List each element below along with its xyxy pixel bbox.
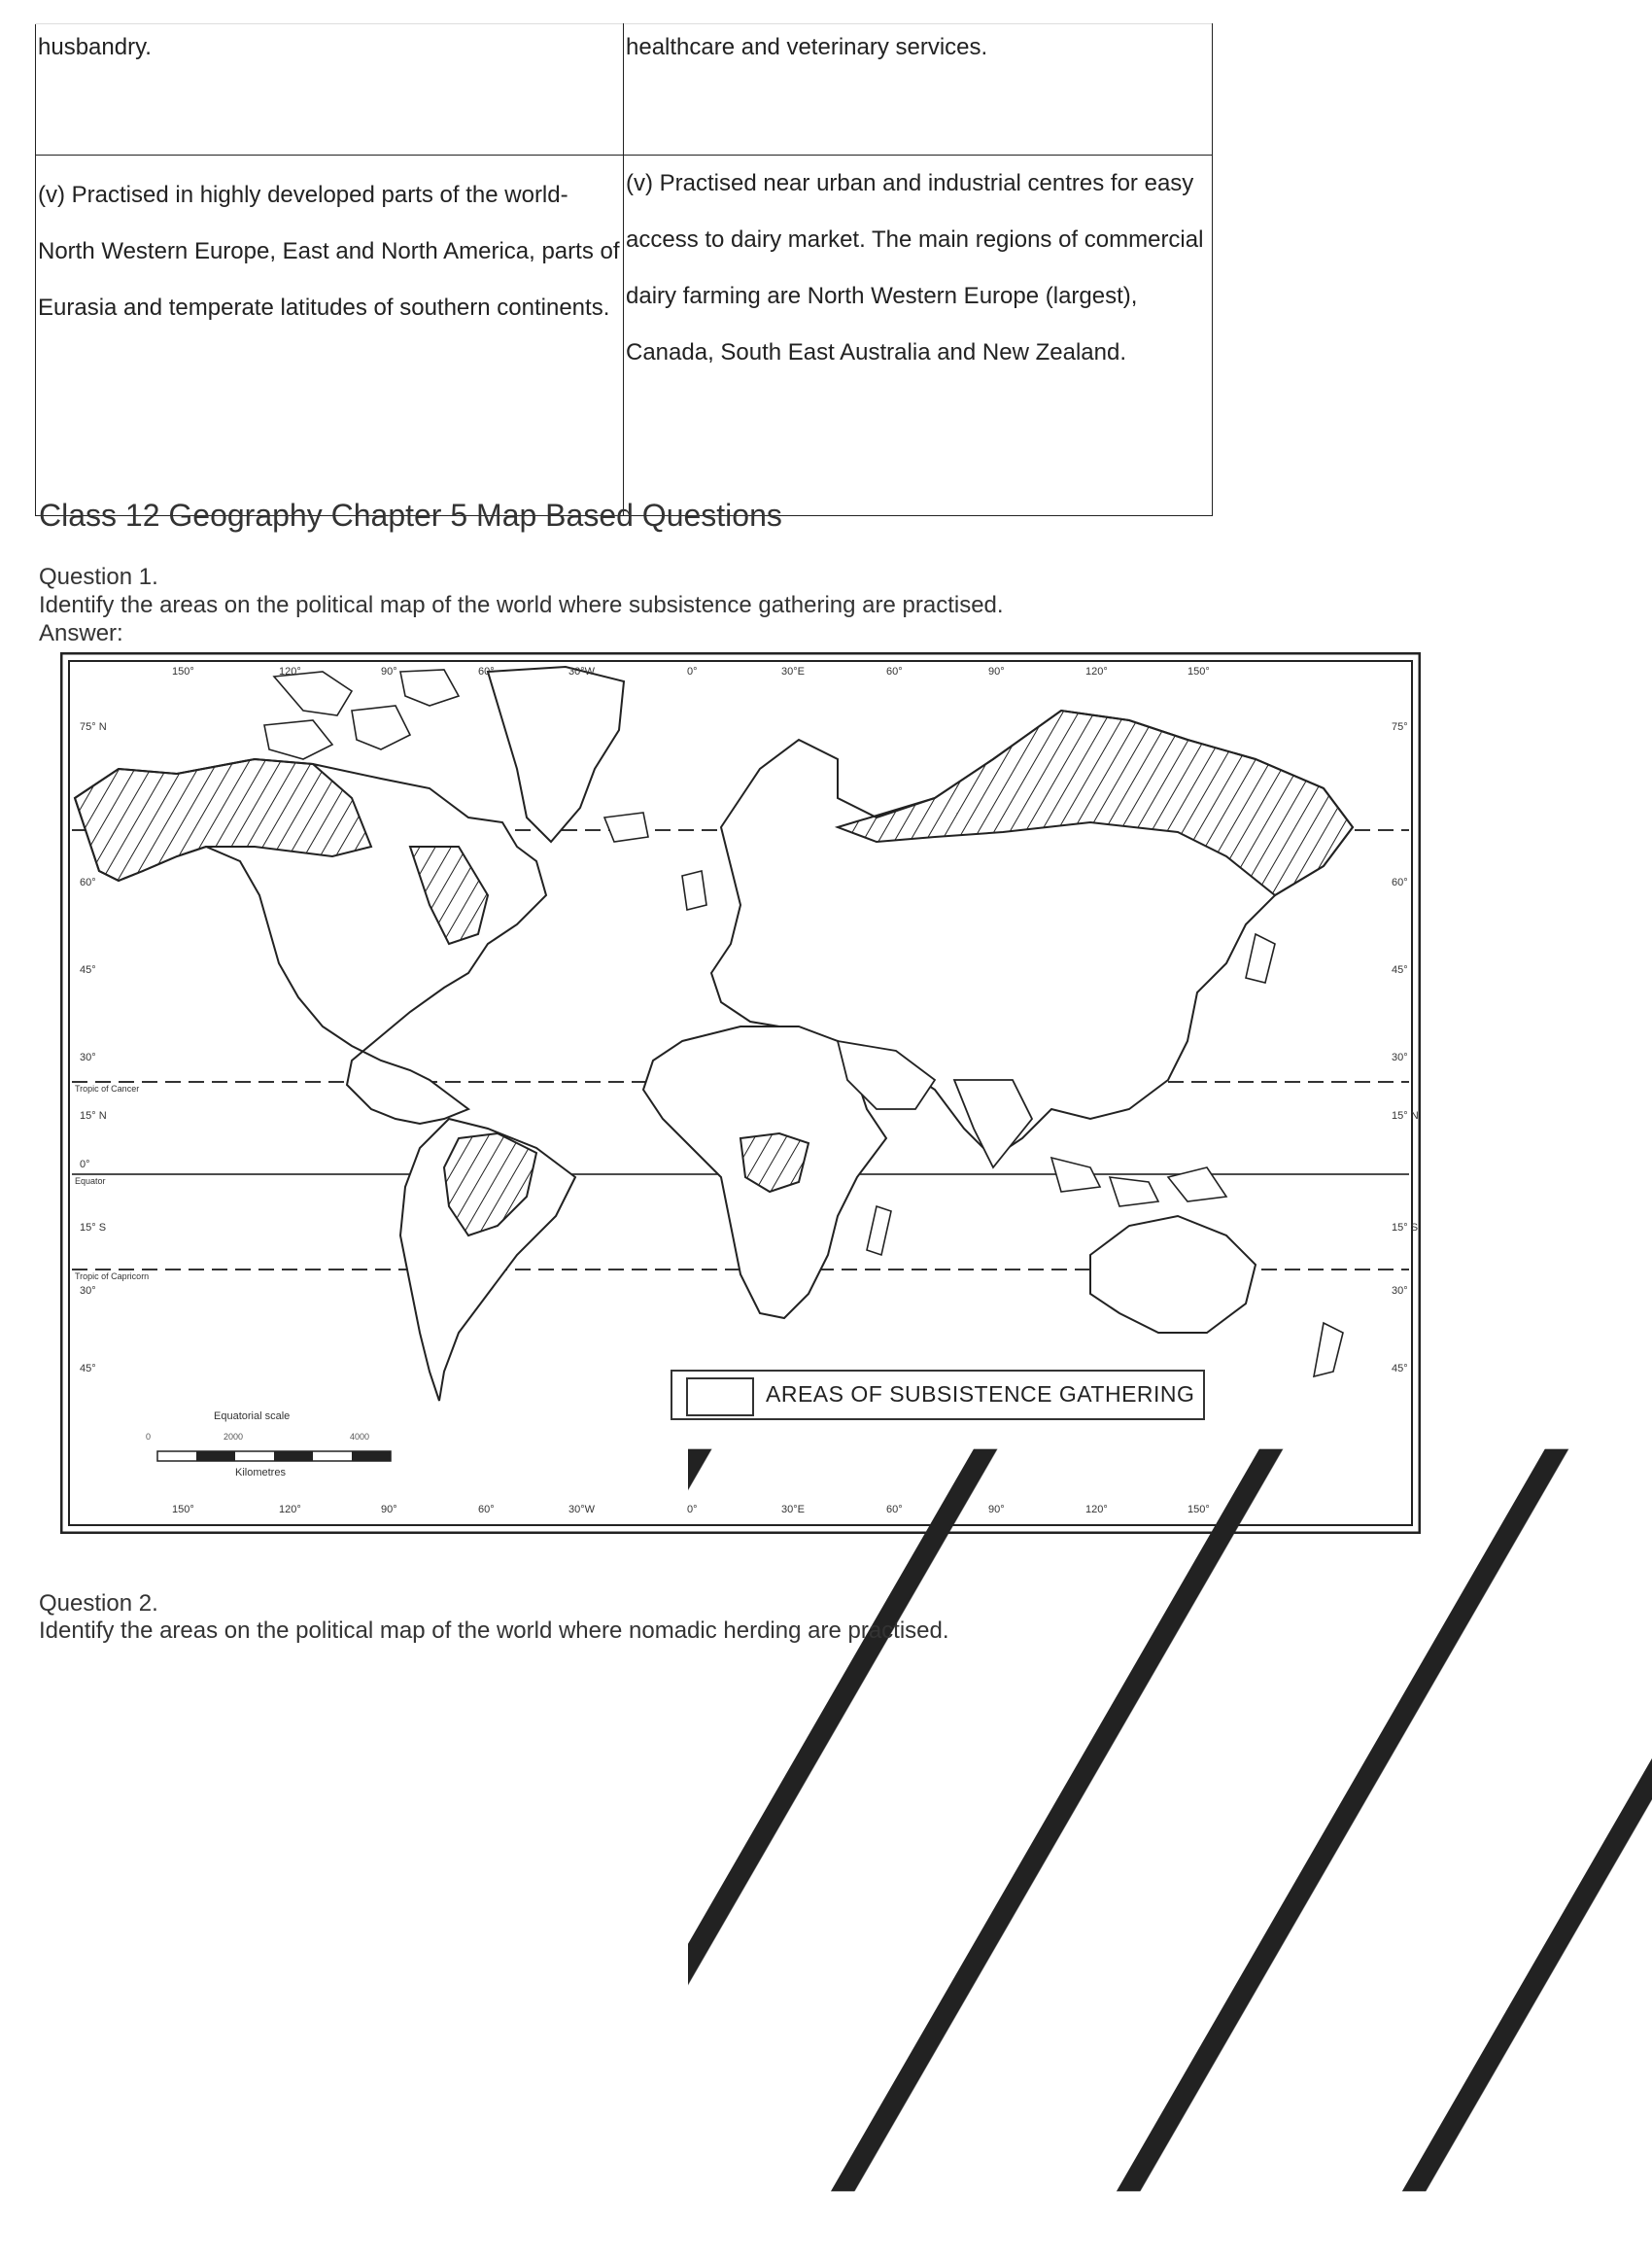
lon-label: 120° xyxy=(279,1504,301,1515)
lat-label: 45° xyxy=(1392,964,1408,976)
lat-label: 75° N xyxy=(80,721,107,733)
lon-label: 150° xyxy=(172,666,194,678)
table-cell-right: (v) Practised near urban and industrial centres for easy access to dairy market. The main regions of commercial dairy farming are North Western Europe (largest), Canada, South East Australia and New Zealand. xyxy=(624,156,1213,516)
table-row xyxy=(36,24,1213,156)
scale-unit: Kilometres xyxy=(235,1467,286,1478)
lon-label: 60° xyxy=(478,1504,495,1515)
legend-label: AREAS OF SUBSISTENCE GATHERING xyxy=(766,1381,1195,1407)
lat-label: 0° xyxy=(80,1159,90,1170)
lat-label: 15° S xyxy=(1392,1222,1419,1234)
lat-label: 75° xyxy=(1392,721,1408,733)
tropic-of-capricorn-label: Tropic of Capricorn xyxy=(75,1271,150,1281)
equator-label: Equator xyxy=(75,1176,106,1186)
lat-label: 15° N xyxy=(80,1110,107,1122)
lon-label: 0° xyxy=(687,666,698,678)
scale-block xyxy=(146,1410,398,1478)
scale-tick: 2000 xyxy=(224,1432,244,1442)
question-2-text: Identify the areas on the political map of the world where nomadic herding are practised. xyxy=(39,1617,949,1644)
lat-label: 15° S xyxy=(80,1222,107,1234)
lon-label: 30°W xyxy=(568,666,596,678)
lat-label: 30° xyxy=(80,1052,96,1063)
question-1-text: Identify the areas on the political map of the world where subsistence gathering are practised. xyxy=(39,592,1004,618)
lat-label: 30° xyxy=(80,1285,96,1297)
lon-label: 30°W xyxy=(568,1504,596,1515)
lon-label: 90° xyxy=(381,666,397,678)
table-row xyxy=(36,156,1213,516)
section-heading: Class 12 Geography Chapter 5 Map Based Questions xyxy=(39,498,782,533)
lon-label: 150° xyxy=(1187,666,1210,678)
lon-label: 120° xyxy=(1085,666,1108,678)
lat-label: 45° xyxy=(80,1363,96,1374)
lon-label: 120° xyxy=(279,666,301,678)
map-legend xyxy=(671,1370,1205,1420)
question-1-answer-label: Answer: xyxy=(39,620,123,646)
lon-label: 150° xyxy=(172,1504,194,1515)
lat-label: 60° xyxy=(80,877,96,888)
hatch-swatch xyxy=(686,1377,754,1416)
question-1-label: Question 1. xyxy=(39,564,158,590)
scale-title: Equatorial scale xyxy=(214,1410,291,1422)
lon-label: 60° xyxy=(886,666,903,678)
question-2-label: Question 2. xyxy=(39,1590,158,1617)
lat-label: 45° xyxy=(80,964,96,976)
lon-label: 90° xyxy=(988,666,1005,678)
tropic-of-cancer-label: Tropic of Cancer xyxy=(75,1084,140,1094)
comparison-table xyxy=(35,23,1213,516)
lat-label: 60° xyxy=(1392,877,1408,888)
lat-label: 45° xyxy=(1392,1363,1408,1374)
table-cell-left: husbandry. xyxy=(36,24,624,156)
lon-label: 30°E xyxy=(781,666,805,678)
scale-tick: 4000 xyxy=(350,1432,370,1442)
world-map-figure xyxy=(60,652,1421,1534)
scale-tick: 0 xyxy=(146,1432,152,1442)
table-cell-right: healthcare and veterinary services. xyxy=(624,24,1213,156)
table-cell-left: (v) Practised in highly developed parts of the world- North Western Europe, East and North America, parts of Eurasia and temperate latitudes of southern continents. xyxy=(36,156,624,516)
lat-label: 30° xyxy=(1392,1285,1408,1297)
lat-label: 30° xyxy=(1392,1052,1408,1063)
lon-label: 90° xyxy=(381,1504,397,1515)
lat-label: 15° N xyxy=(1392,1110,1419,1122)
british-isles-landmass xyxy=(682,871,706,910)
lon-label: 60° xyxy=(478,666,495,678)
